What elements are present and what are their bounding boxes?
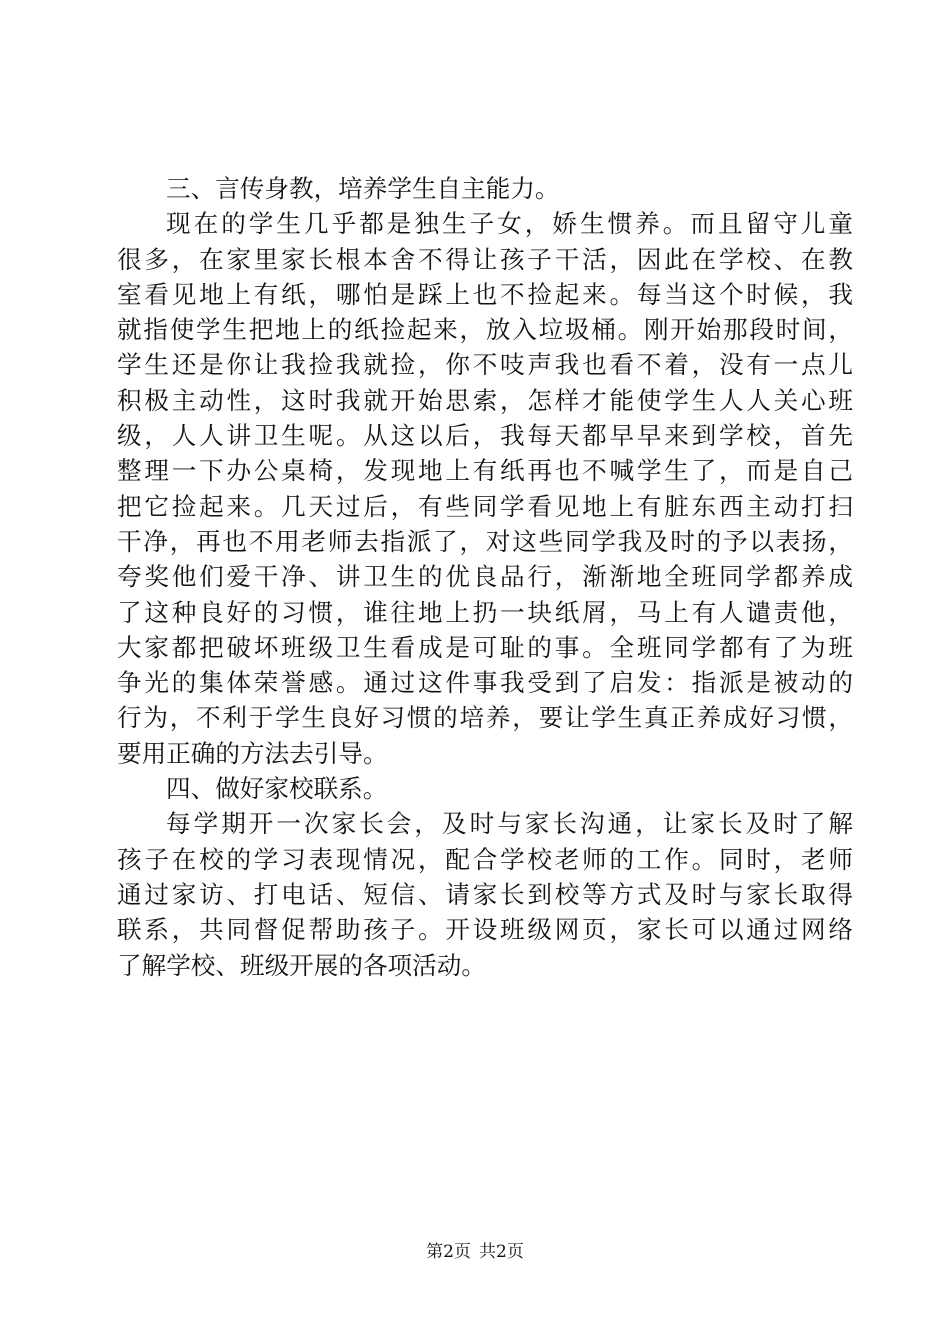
paragraph-line: 室看见地上有纸，哪怕是踩上也不捡起来。每当这个时候，我 [117, 279, 853, 309]
page-number: 第2页 [426, 1242, 471, 1262]
paragraph-line: 每学期开一次家长会，及时与家长沟通，让家长及时了解 [166, 809, 853, 839]
paragraph-line: 行为，不利于学生良好习惯的培养，要让学生真正养成好习惯， [117, 703, 853, 733]
section-heading: 四、做好家校联系。 [166, 774, 388, 804]
paragraph-line: 要用正确的方法去引导。 [117, 738, 388, 768]
paragraph-line: 争光的集体荣誉感。通过这件事我受到了启发：指派是被动的 [117, 668, 853, 698]
paragraph-line: 学生还是你让我捡我就捡，你不吱声我也看不着，没有一点儿 [117, 350, 853, 380]
page-footer [0, 1240, 950, 1264]
section-heading: 三、言传身教，培养学生自主能力。 [166, 174, 560, 203]
document-body [117, 171, 853, 983]
paragraph-line: 级，人人讲卫生呢。从这以后，我每天都早早来到学校，首先 [117, 421, 853, 451]
page-total: 共2页 [479, 1242, 524, 1262]
paragraph-line: 很多，在家里家长根本舍不得让孩子干活，因此在学校、在教 [117, 244, 853, 274]
paragraph-line: 现在的学生几乎都是独生子女，娇生惯养。而且留守儿童 [166, 209, 853, 239]
paragraph-line: 就指使学生把地上的纸捡起来，放入垃圾桶。刚开始那段时间， [117, 315, 853, 345]
paragraph-line: 了这种良好的习惯，谁往地上扔一块纸屑，马上有人谴责他， [117, 597, 853, 627]
paragraph-line: 积极主动性，这时我就开始思索，怎样才能使学生人人关心班 [117, 385, 853, 415]
paragraph-line: 夸奖他们爱干净、讲卫生的优良品行，渐渐地全班同学都养成 [117, 562, 853, 592]
paragraph-line: 联系，共同督促帮助孩子。开设班级网页，家长可以通过网络 [117, 915, 853, 945]
paragraph-line: 把它捡起来。几天过后，有些同学看见地上有脏东西主动打扫 [117, 491, 853, 521]
paragraph-line: 通过家访、打电话、短信、请家长到校等方式及时与家长取得 [117, 879, 853, 909]
paragraph-line: 干净，再也不用老师去指派了，对这些同学我及时的予以表扬， [117, 526, 853, 556]
paragraph-line: 整理一下办公桌椅，发现地上有纸再也不喊学生了，而是自己 [117, 456, 853, 486]
paragraph-line: 了解学校、班级开展的各项活动。 [117, 950, 486, 980]
paragraph-line: 大家都把破坏班级卫生看成是可耻的事。全班同学都有了为班 [117, 632, 853, 662]
paragraph-line: 孩子在校的学习表现情况，配合学校老师的工作。同时，老师 [117, 844, 853, 874]
